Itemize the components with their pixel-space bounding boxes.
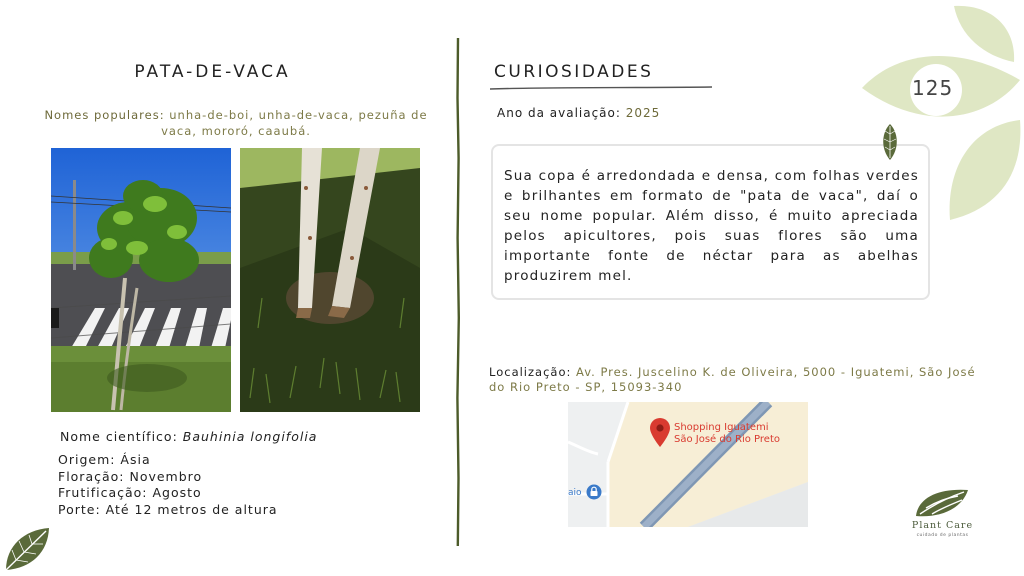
plant-facts — [58, 452, 278, 518]
page-number: 125 — [912, 76, 954, 100]
popular-names-value: unha-de-boi, unha-de-vaca, pezuña de vaca, mororó, caaubá. — [161, 108, 428, 138]
evaluation-year-label: Ano da avaliação: — [497, 106, 621, 120]
fact-size: Porte: Até 12 metros de altura — [58, 501, 278, 517]
column-divider — [453, 38, 463, 546]
map-pin-icon — [649, 418, 671, 448]
map-partial-label: aio — [568, 488, 582, 498]
scientific-name-label: Nome científico: — [60, 429, 178, 444]
tree-photo-trunks — [240, 148, 420, 412]
fact-flowering: Floração: Novembro — [58, 468, 203, 484]
fact-fruiting: Frutificação: Agosto — [58, 485, 202, 500]
decorative-leaf-icon — [2, 526, 52, 572]
fact-origin: Origem: Ásia — [58, 452, 151, 467]
plant-title: PATA-DE-VACA — [134, 62, 291, 82]
brand-tagline: cuidado de plantas — [916, 533, 969, 538]
evaluation-year — [497, 106, 660, 120]
popular-names — [30, 107, 442, 139]
brand-leaf-logo-icon — [914, 486, 970, 518]
location-address: Av. Pres. Juscelino K. de Oliveira, 5000 - Iguatemi, São José do Rio Preto - SP, 15093-340 — [489, 365, 976, 394]
tree-photo-street — [51, 148, 231, 412]
location-label: Localização: — [489, 365, 572, 379]
map-place-label — [674, 422, 780, 446]
scientific-name — [60, 429, 317, 444]
lock-icon — [586, 484, 602, 500]
map-place-line1: Shopping Iguatemi — [674, 422, 769, 433]
curiosities-text: Sua copa é arredondada e densa, com folhas verdes e brilhantes em formato de "pata de vaca", daí o seu nome popular. Além disso, é muito apreciada pelos apicultores, pois suas flores são uma importante fonte de néctar para as abelhas produzirem mel. — [504, 168, 919, 284]
scientific-name-value: Bauhinia longifolia — [182, 429, 318, 444]
popular-names-label: Nomes populares: — [44, 108, 165, 122]
brand-name: Plant Care — [911, 520, 974, 531]
map-place-line2: São José do Rio Preto — [674, 434, 780, 445]
decorative-leaves — [860, 0, 1024, 224]
curiosities-title: CURIOSIDADES — [494, 62, 654, 82]
curiosities-underline — [490, 85, 712, 91]
location-map[interactable] — [568, 402, 808, 527]
location — [489, 365, 979, 395]
evaluation-year-value: 2025 — [625, 106, 661, 120]
